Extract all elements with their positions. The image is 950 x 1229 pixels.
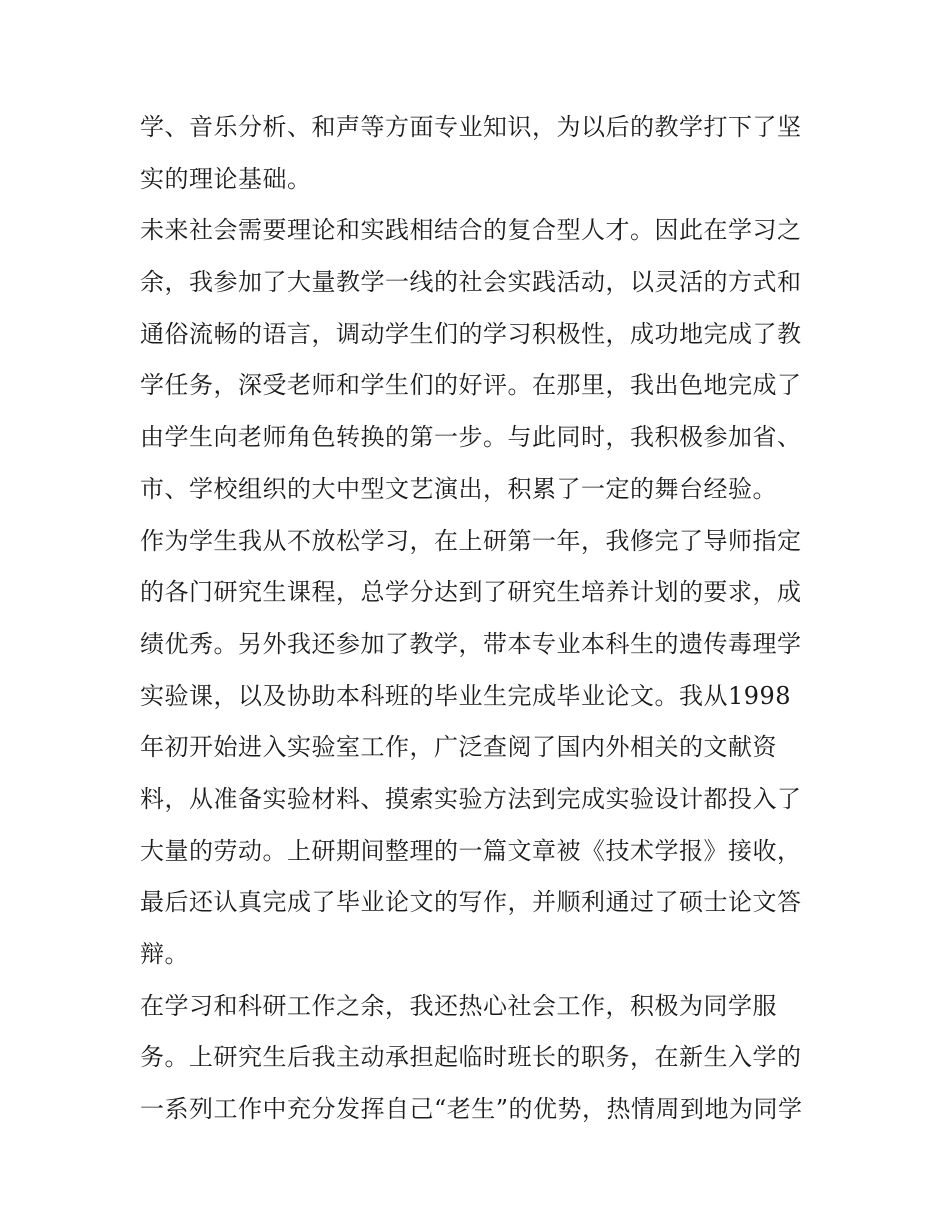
text-line: 实验课，以及协助本科班的毕业生完成毕业论文。我从1998 <box>140 681 792 710</box>
text-line: 实的理论基础。 <box>140 164 312 193</box>
text-line: 辩。 <box>140 940 189 968</box>
text-line: 学、音乐分析、和声等方面专业知识，为以后的教学打下了坚 <box>140 113 802 141</box>
text-line: 余，我参加了大量教学一线的社会实践活动，以灵活的方式和 <box>140 268 802 297</box>
text-line: 作为学生我从不放松学习，在上研第一年，我修完了导师指定 <box>140 526 802 555</box>
text-line: 年初开始进入实验室工作，广泛查阅了国内外相关的文献资 <box>140 733 777 762</box>
text-line: 料，从准备实验材料、摸索实验方法到完成实验设计都投入了 <box>140 784 802 813</box>
text-line: 未来社会需要理论和实践相结合的复合型人才。因此在学习之 <box>140 216 802 245</box>
text-line: 在学习和科研工作之余，我还热心社会工作，积极为同学服 <box>140 991 777 1020</box>
text-line: 大量的劳动。上研期间整理的一篇文章被《技术学报》接收， <box>140 836 802 865</box>
document-body <box>140 102 820 1136</box>
text-line: 务。上研究生后我主动承担起临时班长的职务，在新生入学的 <box>140 1043 802 1072</box>
text-line: 由学生向老师角色转换的第一步。与此同时，我积极参加省、 <box>140 423 802 452</box>
text-line: 最后还认真完成了毕业论文的写作，并顺利通过了硕士论文答 <box>140 888 802 917</box>
text-line: 绩优秀。另外我还参加了教学，带本专业本科生的遗传毒理学 <box>140 629 802 658</box>
text-line: 一系列工作中充分发挥自己“老生”的优势，热情周到地为同学 <box>140 1095 803 1124</box>
text-line: 市、学校组织的大中型文艺演出，积累了一定的舞台经验。 <box>140 474 777 503</box>
text-line: 通俗流畅的语言，调动学生们的学习积极性，成功地完成了教 <box>140 319 802 348</box>
text-line: 的各门研究生课程，总学分达到了研究生培养计划的要求，成 <box>140 578 802 607</box>
text-line: 学任务，深受老师和学生们的好评。在那里，我出色地完成了 <box>140 371 802 400</box>
